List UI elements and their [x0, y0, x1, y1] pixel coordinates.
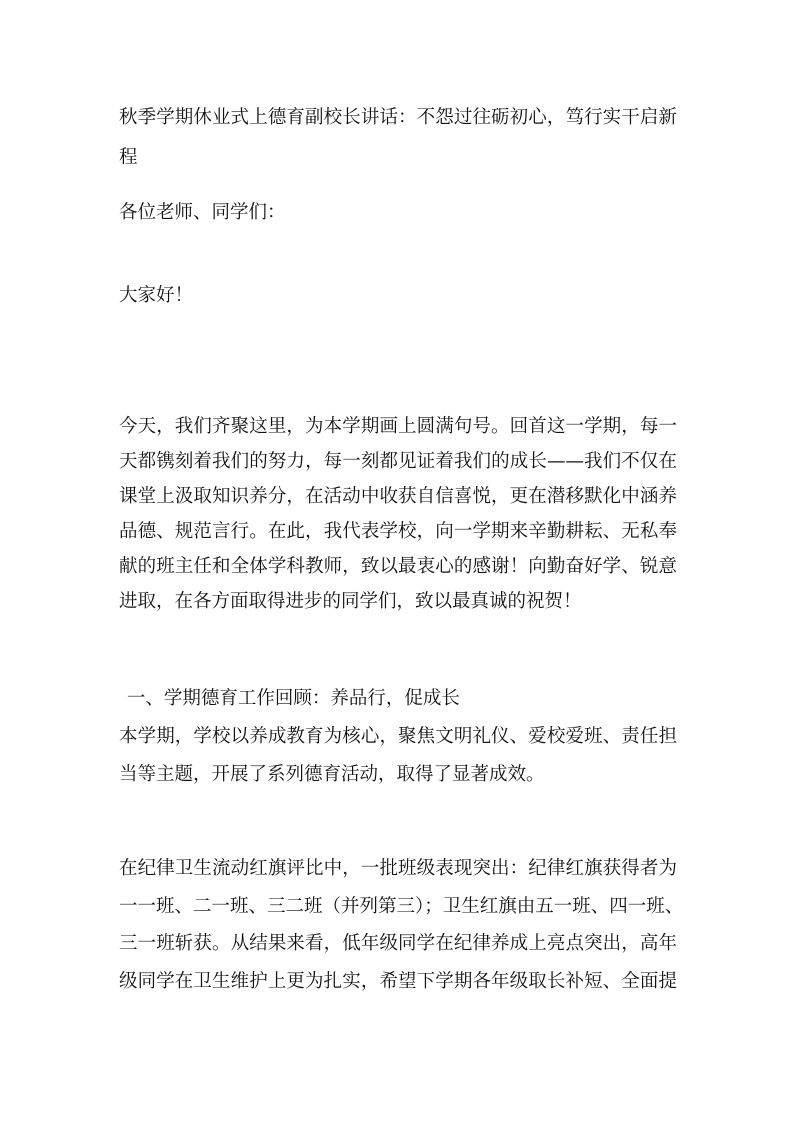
paragraph-line: 一一班、二一班、三二班（并列第三）；卫生红旗由五一班、四一班、 — [119, 896, 684, 917]
paragraph-line: 三一班斩获。从结果来看，低年级同学在纪律养成上亮点突出，高年 — [119, 933, 677, 954]
paragraph-line: 天都镌刻着我们的努力，每一刻都见证着我们的成长——我们不仅在 — [119, 451, 677, 472]
salutation: 各位老师、同学们： — [119, 202, 286, 223]
document-title-line-1: 秋季学期休业式上德育副校长讲话：不怨过往砺初心，笃行实干启新 — [119, 107, 677, 128]
paragraph-line: 本学期，学校以养成教育为核心，聚焦文明礼仪、爱校爱班、责任担 — [119, 726, 677, 747]
paragraph-line: 进取，在各方面取得进步的同学们，致以最真诚的祝贺！ — [119, 591, 582, 612]
greeting: 大家好！ — [119, 285, 194, 306]
paragraph-line: 品德、规范言行。在此，我代表学校，向一学期来辛勤耕耘、无私奉 — [119, 521, 677, 542]
paragraph-line: 今天，我们齐聚这里，为本学期画上圆满句号。回首这一学期，每一 — [119, 416, 677, 437]
paragraph-line: 级同学在卫生维护上更为扎实，希望下学期各年级取长补短、全面提 — [119, 971, 677, 992]
paragraph-line: 课堂上汲取知识养分，在活动中收获自信喜悦，更在潜移默化中涵养 — [119, 486, 677, 507]
section-heading: 一、学期德育工作回顾：养品行，促成长 — [121, 688, 460, 709]
paragraph-line: 当等主题，开展了系列德育活动，取得了显著成效。 — [119, 764, 545, 785]
paragraph-line: 献的班主任和全体学科教师，致以最衷心的感谢！向勤奋好学、锐意 — [119, 556, 677, 577]
document-title-line-2: 程 — [119, 147, 138, 168]
paragraph-line: 在纪律卫生流动红旗评比中，一批班级表现突出：纪律红旗获得者为 — [119, 858, 677, 879]
